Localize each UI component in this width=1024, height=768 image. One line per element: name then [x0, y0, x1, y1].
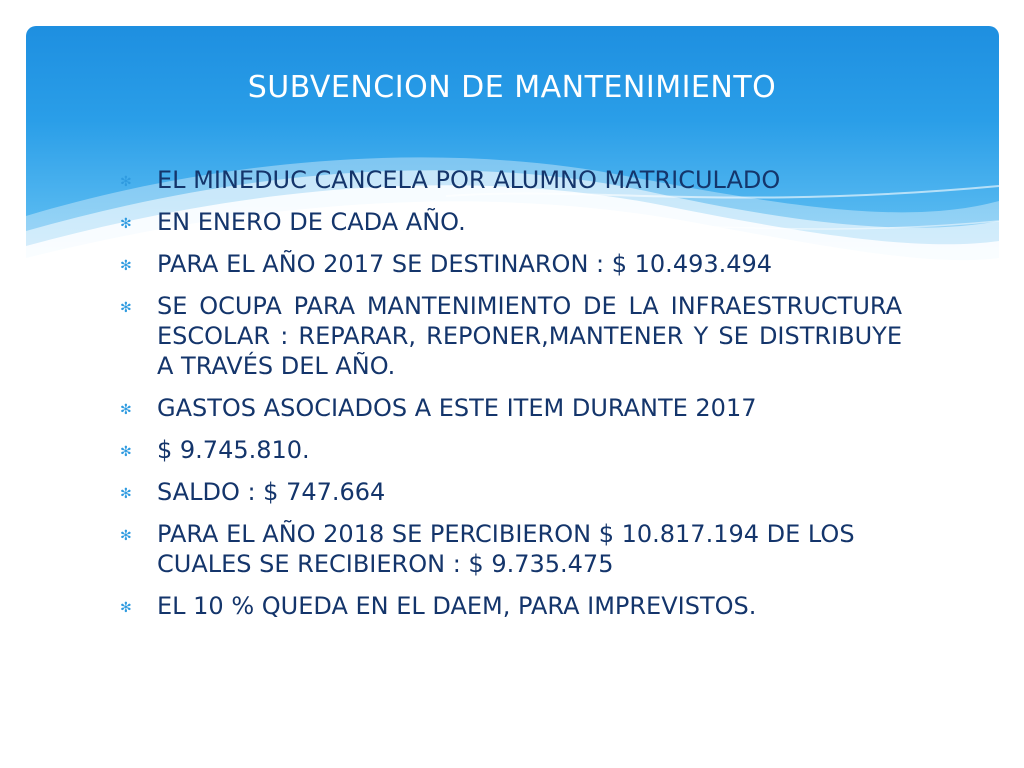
snowflake-icon: ✻	[120, 600, 132, 616]
bullet-item	[120, 207, 902, 237]
bullet-item	[120, 519, 902, 579]
bullet-text: EL MINEDUC CANCELA POR ALUMNO MATRICULADO	[157, 166, 781, 194]
bullet-item	[120, 249, 902, 279]
bullet-item	[120, 435, 902, 465]
bullet-text: EN ENERO DE CADA AÑO.	[157, 208, 466, 236]
snowflake-icon: ✻	[120, 216, 132, 232]
bullet-text: $ 9.745.810.	[157, 436, 310, 464]
bullet-text: PARA EL AÑO 2018 SE PERCIBIERON $ 10.817.194 DE LOS CUALES SE RECIBIERON : $ 9.735.475	[157, 520, 855, 578]
bullet-item	[120, 291, 902, 381]
snowflake-icon: ✻	[120, 174, 132, 190]
snowflake-icon: ✻	[120, 300, 132, 316]
bullet-text: SALDO : $ 747.664	[157, 478, 386, 506]
snowflake-icon: ✻	[120, 444, 132, 460]
bullet-item	[120, 477, 902, 507]
bullet-item	[120, 165, 902, 195]
bullet-text: EL 10 % QUEDA EN EL DAEM, PARA IMPREVISTOS.	[157, 592, 757, 620]
bullet-text: SE OCUPA PARA MANTENIMIENTO DE LA INFRAESTRUCTURA ESCOLAR : REPARAR, REPONER,MANTENER Y SE DISTRIBUYE A TRAVÉS DEL AÑO.	[157, 292, 902, 380]
snowflake-icon: ✻	[120, 486, 132, 502]
snowflake-icon: ✻	[120, 528, 132, 544]
snowflake-icon: ✻	[120, 402, 132, 418]
bullet-item	[120, 393, 902, 423]
bullet-text: PARA EL AÑO 2017 SE DESTINARON : $ 10.493.494	[157, 250, 773, 278]
bullet-list	[120, 165, 902, 633]
snowflake-icon: ✻	[120, 258, 132, 274]
slide-title: SUBVENCION DE MANTENIMIENTO	[247, 70, 777, 105]
bullet-item	[120, 591, 902, 621]
bullet-text: GASTOS ASOCIADOS A ESTE ITEM DURANTE 2017	[157, 394, 757, 422]
